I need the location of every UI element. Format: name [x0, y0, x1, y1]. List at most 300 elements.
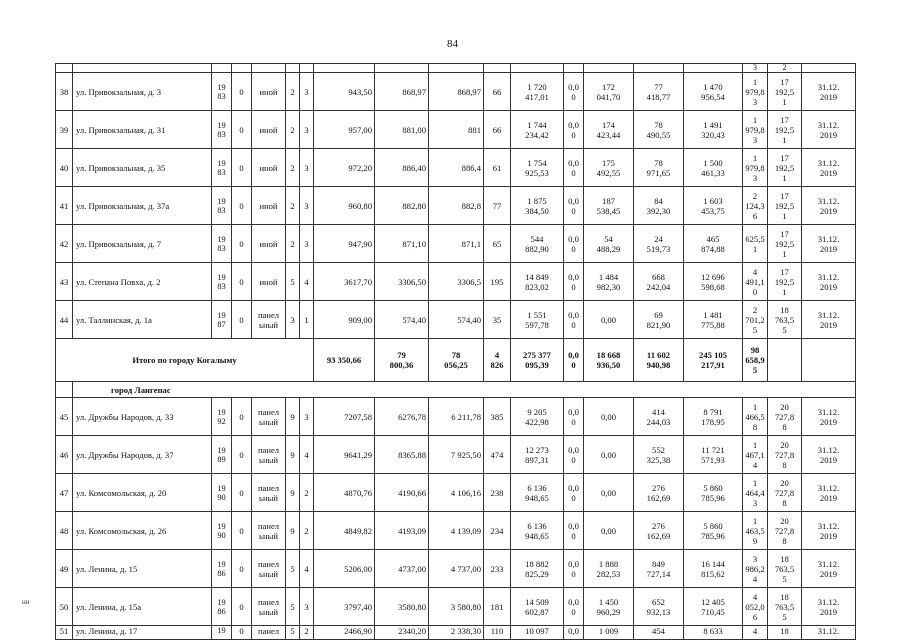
year: 19 86	[212, 588, 232, 626]
city-total-row	[56, 339, 856, 382]
floors-extra: 0	[232, 550, 252, 588]
budget-ao: 0,00	[584, 512, 634, 550]
year: 19 83	[212, 225, 232, 263]
area-residential: 4 106,16	[429, 474, 484, 512]
budget-local: 668 242,04	[634, 263, 684, 301]
owners-funds: 5 860 785,96	[684, 474, 743, 512]
budget-local: 24 519,73	[634, 225, 684, 263]
row-number: 50	[56, 588, 73, 626]
fund: 0,0 0	[564, 550, 584, 588]
floors-extra: 0	[232, 149, 252, 187]
limit-per-m2: 2	[768, 64, 802, 73]
address: ул. Дружбы Народов, д. 37	[73, 436, 212, 474]
budget-local: 77 418,77	[634, 73, 684, 111]
area-living: 2340,20	[375, 626, 429, 640]
entrances: 3	[300, 588, 314, 626]
wall-material: иной	[252, 73, 286, 111]
budget-local: 69 821,90	[634, 301, 684, 339]
year: 19 92	[212, 398, 232, 436]
area-living: 79 800,36	[375, 339, 429, 382]
area-total: 909,00	[314, 301, 375, 339]
floors-extra: 0	[232, 301, 252, 339]
budget-local	[634, 64, 684, 73]
area-living: 3306,50	[375, 263, 429, 301]
fund: 0,0 0	[564, 339, 584, 382]
cost-total: 10 097	[511, 626, 564, 640]
budget-local: 84 392,30	[634, 187, 684, 225]
owners-funds: 8 791 178,95	[684, 398, 743, 436]
owners-funds: 1 603 453,75	[684, 187, 743, 225]
entrances: 3	[300, 398, 314, 436]
budget-ao: 0,00	[584, 398, 634, 436]
year: 19 83	[212, 149, 232, 187]
budget-ao	[584, 64, 634, 73]
floors: 9	[286, 436, 300, 474]
deadline: 31.12. 2019	[802, 588, 856, 626]
area-residential: 6 211,78	[429, 398, 484, 436]
budget-local: 414 244,03	[634, 398, 684, 436]
row-number	[56, 64, 73, 73]
budget-ao: 0,00	[584, 474, 634, 512]
area-total	[314, 64, 375, 73]
cost-per-m2: 3 986,2 4	[743, 550, 768, 588]
budget-ao: 174 423,44	[584, 111, 634, 149]
table-row-continuation	[56, 64, 856, 73]
cost-per-m2: 4 491,1 0	[743, 263, 768, 301]
residents: 234	[484, 512, 511, 550]
row-number: 43	[56, 263, 73, 301]
cost-total: 275 377 095,39	[511, 339, 564, 382]
area-living: 6276,78	[375, 398, 429, 436]
deadline	[802, 64, 856, 73]
area-living: 871,10	[375, 225, 429, 263]
floors: 2	[286, 187, 300, 225]
row-number: 40	[56, 149, 73, 187]
cost-per-m2: 1 467,1 4	[743, 436, 768, 474]
area-residential: 7 925,50	[429, 436, 484, 474]
fund: 0,0 0	[564, 474, 584, 512]
fund: 0,0 0	[564, 263, 584, 301]
residents: 233	[484, 550, 511, 588]
residents: 65	[484, 225, 511, 263]
residents: 35	[484, 301, 511, 339]
cost-per-m2: 98 658,9 5	[743, 339, 768, 382]
floors	[286, 64, 300, 73]
total-label: Итого по городу Когалыму	[56, 339, 314, 382]
cost-total: 1 754 925,53	[511, 149, 564, 187]
entrances: 3	[300, 149, 314, 187]
cost-total: 1 551 597,78	[511, 301, 564, 339]
budget-ao: 18 668 936,50	[584, 339, 634, 382]
budget-local: 454	[634, 626, 684, 640]
address: ул. Комсомольская, д. 20	[73, 474, 212, 512]
wall-material: панел ьный	[252, 588, 286, 626]
owners-funds: 1 491 320,43	[684, 111, 743, 149]
residents: 474	[484, 436, 511, 474]
entrances	[300, 64, 314, 73]
year: 19 83	[212, 73, 232, 111]
cost-per-m2: 1 979,8 3	[743, 111, 768, 149]
wall-material: иной	[252, 187, 286, 225]
housing-table-wrapper	[55, 63, 855, 640]
row-number: 45	[56, 398, 73, 436]
entrances: 3	[300, 225, 314, 263]
table-row	[56, 263, 856, 301]
year: 19 89	[212, 436, 232, 474]
wall-material	[252, 64, 286, 73]
wall-material: панел ьный	[252, 474, 286, 512]
row-number: 51	[56, 626, 73, 640]
floors-extra: 0	[232, 263, 252, 301]
owners-funds: 16 144 815,62	[684, 550, 743, 588]
budget-ao: 0,00	[584, 301, 634, 339]
area-living: 8365,88	[375, 436, 429, 474]
address: ул. Привокзальная, д. 7	[73, 225, 212, 263]
area-residential	[429, 64, 484, 73]
cost-per-m2: 1 979,8 3	[743, 149, 768, 187]
fund: 0,0 0	[564, 73, 584, 111]
area-residential: 4 737,00	[429, 550, 484, 588]
address: ул. Комсомольская, д. 26	[73, 512, 212, 550]
floors-extra	[232, 64, 252, 73]
limit-per-m2	[768, 339, 802, 382]
deadline: 31.12. 2019	[802, 263, 856, 301]
table-row	[56, 512, 856, 550]
cost-total: 14 509 602,87	[511, 588, 564, 626]
row-number: 48	[56, 512, 73, 550]
residents: 66	[484, 73, 511, 111]
year: 19 90	[212, 512, 232, 550]
wall-material: панел ьный	[252, 301, 286, 339]
deadline: 31.12. 2019	[802, 474, 856, 512]
owners-funds: 1 481 775,88	[684, 301, 743, 339]
limit-per-m2: 20 727,8 8	[768, 436, 802, 474]
section-heading-row	[56, 382, 856, 398]
fund: 0,0 0	[564, 301, 584, 339]
area-total: 960,80	[314, 187, 375, 225]
year: 19 90	[212, 474, 232, 512]
table-row	[56, 149, 856, 187]
footer-mark: нн	[22, 598, 30, 606]
owners-funds: 1 500 461,33	[684, 149, 743, 187]
budget-ao: 187 538,45	[584, 187, 634, 225]
table-row	[56, 398, 856, 436]
cost-per-m2: 1 466,5 8	[743, 398, 768, 436]
residents: 238	[484, 474, 511, 512]
deadline: 31.12. 2019	[802, 73, 856, 111]
owners-funds: 5 860 785,96	[684, 512, 743, 550]
wall-material: панел	[252, 626, 286, 640]
wall-material: иной	[252, 263, 286, 301]
area-total: 93 350,66	[314, 339, 375, 382]
address: ул. Ленина, д. 15а	[73, 588, 212, 626]
address: ул. Дружбы Народов, д. 33	[73, 398, 212, 436]
fund: 0,0 0	[564, 187, 584, 225]
housing-repair-table	[55, 63, 856, 640]
limit-per-m2: 17 192,5 1	[768, 111, 802, 149]
table-row	[56, 626, 856, 640]
year: 19 87	[212, 301, 232, 339]
floors: 2	[286, 149, 300, 187]
budget-ao: 175 492,55	[584, 149, 634, 187]
fund: 0,0 0	[564, 398, 584, 436]
owners-funds: 12 405 710,45	[684, 588, 743, 626]
cost-per-m2: 1 463,5 9	[743, 512, 768, 550]
area-total: 4849,82	[314, 512, 375, 550]
limit-per-m2: 18 763,5 5	[768, 588, 802, 626]
residents: 195	[484, 263, 511, 301]
floors: 9	[286, 512, 300, 550]
area-residential: 574,40	[429, 301, 484, 339]
cost-total: 1 744 234,42	[511, 111, 564, 149]
area-residential: 886,4	[429, 149, 484, 187]
floors-extra: 0	[232, 225, 252, 263]
area-living: 868,97	[375, 73, 429, 111]
deadline	[802, 339, 856, 382]
floors-extra: 0	[232, 187, 252, 225]
row-number	[56, 382, 73, 398]
wall-material: иной	[252, 149, 286, 187]
area-total: 947,90	[314, 225, 375, 263]
wall-material: иной	[252, 111, 286, 149]
area-total: 4870,76	[314, 474, 375, 512]
limit-per-m2: 18	[768, 626, 802, 640]
area-total: 2466,90	[314, 626, 375, 640]
table-row	[56, 550, 856, 588]
budget-local: 552 325,38	[634, 436, 684, 474]
budget-local: 849 727,14	[634, 550, 684, 588]
budget-local: 276 162,69	[634, 474, 684, 512]
fund: 0,0	[564, 626, 584, 640]
owners-funds: 245 105 217,91	[684, 339, 743, 382]
residents: 110	[484, 626, 511, 640]
row-number: 47	[56, 474, 73, 512]
wall-material: панел ьный	[252, 436, 286, 474]
cost-total: 9 205 422,98	[511, 398, 564, 436]
limit-per-m2: 18 763,5 5	[768, 550, 802, 588]
deadline: 31.12. 2019	[802, 111, 856, 149]
limit-per-m2: 17 192,5 1	[768, 225, 802, 263]
table-row	[56, 436, 856, 474]
entrances: 3	[300, 111, 314, 149]
entrances: 4	[300, 550, 314, 588]
wall-material: панел ьный	[252, 398, 286, 436]
address: ул. Степана Повха, д. 2	[73, 263, 212, 301]
area-living: 3580,80	[375, 588, 429, 626]
limit-per-m2: 20 727,8 8	[768, 398, 802, 436]
area-residential: 78 056,25	[429, 339, 484, 382]
cost-per-m2: 3	[743, 64, 768, 73]
owners-funds: 11 721 571,93	[684, 436, 743, 474]
floors-extra: 0	[232, 474, 252, 512]
floors: 2	[286, 111, 300, 149]
limit-per-m2: 18 763,5 5	[768, 301, 802, 339]
floors-extra: 0	[232, 626, 252, 640]
table-row	[56, 474, 856, 512]
budget-local: 78 490,55	[634, 111, 684, 149]
owners-funds	[684, 64, 743, 73]
owners-funds: 12 696 598,68	[684, 263, 743, 301]
cost-per-m2: 2 124,3 6	[743, 187, 768, 225]
limit-per-m2: 17 192,5 1	[768, 263, 802, 301]
owners-funds: 465 874,88	[684, 225, 743, 263]
address: ул. Привокзальная, д. 3	[73, 73, 212, 111]
budget-ao: 54 488,29	[584, 225, 634, 263]
deadline: 31.12. 2019	[802, 550, 856, 588]
wall-material: панел ьный	[252, 550, 286, 588]
owners-funds: 8 633	[684, 626, 743, 640]
deadline: 31.12.	[802, 626, 856, 640]
area-residential: 868,97	[429, 73, 484, 111]
residents	[484, 64, 511, 73]
budget-local: 78 971,65	[634, 149, 684, 187]
limit-per-m2: 20 727,8 8	[768, 512, 802, 550]
table-row	[56, 301, 856, 339]
area-total: 943,50	[314, 73, 375, 111]
area-residential: 3 580,80	[429, 588, 484, 626]
year: 19 83	[212, 187, 232, 225]
floors: 2	[286, 73, 300, 111]
deadline: 31.12. 2019	[802, 436, 856, 474]
residents: 77	[484, 187, 511, 225]
floors: 9	[286, 398, 300, 436]
entrances: 2	[300, 474, 314, 512]
fund	[564, 64, 584, 73]
floors-extra: 0	[232, 73, 252, 111]
address: ул. Привокзальная, д. 35	[73, 149, 212, 187]
wall-material: иной	[252, 225, 286, 263]
floors: 9	[286, 474, 300, 512]
limit-per-m2: 17 192,5 1	[768, 73, 802, 111]
table-row	[56, 225, 856, 263]
address: ул. Ленина, д. 15	[73, 550, 212, 588]
floors: 5	[286, 550, 300, 588]
area-living: 881,00	[375, 111, 429, 149]
row-number: 38	[56, 73, 73, 111]
cost-total: 12 273 897,31	[511, 436, 564, 474]
area-living	[375, 64, 429, 73]
floors-extra: 0	[232, 398, 252, 436]
cost-per-m2: 4 052,0 6	[743, 588, 768, 626]
entrances: 4	[300, 263, 314, 301]
row-number: 42	[56, 225, 73, 263]
deadline: 31.12. 2019	[802, 398, 856, 436]
deadline: 31.12. 2019	[802, 187, 856, 225]
cost-total: 544 882,90	[511, 225, 564, 263]
floors: 3	[286, 301, 300, 339]
area-total: 3617,70	[314, 263, 375, 301]
section-title: город Лангепас	[73, 382, 856, 398]
year: 19	[212, 626, 232, 640]
budget-ao: 1 450 960,29	[584, 588, 634, 626]
entrances: 1	[300, 301, 314, 339]
year: 19 83	[212, 111, 232, 149]
budget-ao: 0,00	[584, 436, 634, 474]
address: ул. Привокзальная, д. 37а	[73, 187, 212, 225]
entrances: 3	[300, 73, 314, 111]
entrances: 4	[300, 436, 314, 474]
year: 19 83	[212, 263, 232, 301]
cost-total: 1 720 417,01	[511, 73, 564, 111]
cost-total: 6 136 948,65	[511, 474, 564, 512]
area-total: 957,00	[314, 111, 375, 149]
area-total: 7207,58	[314, 398, 375, 436]
table-row	[56, 588, 856, 626]
deadline: 31.12. 2019	[802, 301, 856, 339]
area-residential: 871,1	[429, 225, 484, 263]
area-living: 882,80	[375, 187, 429, 225]
year: 19 86	[212, 550, 232, 588]
table-row	[56, 73, 856, 111]
area-residential: 882,8	[429, 187, 484, 225]
area-living: 574,40	[375, 301, 429, 339]
address: ул. Таллинская, д. 1а	[73, 301, 212, 339]
cost-per-m2: 625,5 1	[743, 225, 768, 263]
residents: 385	[484, 398, 511, 436]
row-number: 41	[56, 187, 73, 225]
residents: 61	[484, 149, 511, 187]
table-row	[56, 187, 856, 225]
cost-per-m2: 4	[743, 626, 768, 640]
floors: 5	[286, 263, 300, 301]
year	[212, 64, 232, 73]
area-living: 4190,66	[375, 474, 429, 512]
budget-ao: 1 888 282,53	[584, 550, 634, 588]
area-residential: 3306,5	[429, 263, 484, 301]
owners-funds: 1 470 956,54	[684, 73, 743, 111]
cost-total: 18 882 825,29	[511, 550, 564, 588]
area-residential: 2 338,30	[429, 626, 484, 640]
area-total: 9641,29	[314, 436, 375, 474]
cost-per-m2: 2 701,2 5	[743, 301, 768, 339]
address	[73, 64, 212, 73]
floors-extra: 0	[232, 512, 252, 550]
entrances: 2	[300, 626, 314, 640]
area-residential: 881	[429, 111, 484, 149]
residents: 181	[484, 588, 511, 626]
area-residential: 4 139,09	[429, 512, 484, 550]
entrances: 3	[300, 187, 314, 225]
area-living: 4193,09	[375, 512, 429, 550]
table-row	[56, 111, 856, 149]
fund: 0,0 0	[564, 111, 584, 149]
floors-extra: 0	[232, 588, 252, 626]
budget-local: 652 932,13	[634, 588, 684, 626]
area-living: 4737,00	[375, 550, 429, 588]
address: ул. Ленина, д. 17	[73, 626, 212, 640]
limit-per-m2: 17 192,5 1	[768, 149, 802, 187]
page-number: 84	[447, 38, 458, 50]
budget-local: 276 162,69	[634, 512, 684, 550]
deadline: 31.12. 2019	[802, 149, 856, 187]
budget-ao: 172 041,70	[584, 73, 634, 111]
limit-per-m2: 17 192,5 1	[768, 187, 802, 225]
budget-ao: 1 009	[584, 626, 634, 640]
deadline: 31.12. 2019	[802, 512, 856, 550]
floors: 5	[286, 626, 300, 640]
cost-per-m2: 1 979,8 3	[743, 73, 768, 111]
floors-extra: 0	[232, 436, 252, 474]
area-total: 972,20	[314, 149, 375, 187]
limit-per-m2: 20 727,8 8	[768, 474, 802, 512]
fund: 0,0 0	[564, 149, 584, 187]
budget-local: 11 602 940,98	[634, 339, 684, 382]
residents: 4 826	[484, 339, 511, 382]
cost-total: 1 875 384,50	[511, 187, 564, 225]
row-number: 49	[56, 550, 73, 588]
cost-per-m2: 1 464,4 3	[743, 474, 768, 512]
entrances: 2	[300, 512, 314, 550]
